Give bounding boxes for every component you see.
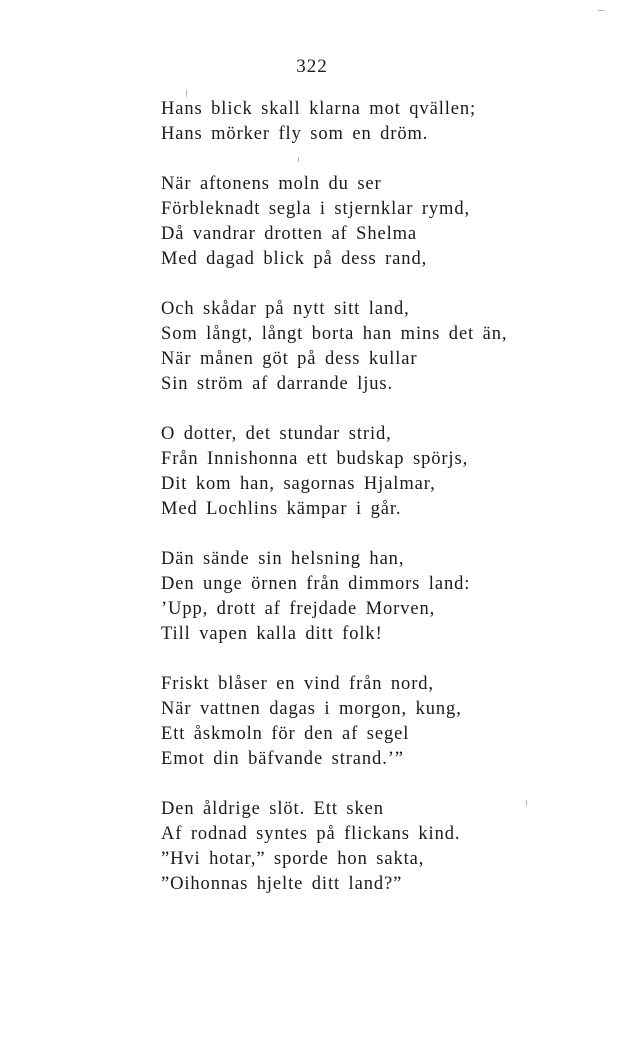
poem-line: Dit kom han, sagornas Hjalmar, bbox=[161, 474, 436, 494]
poem-line: O dotter, det stundar strid, bbox=[161, 424, 392, 444]
poem-line: Med Lochlins kämpar i går. bbox=[161, 499, 402, 519]
poem-line: Emot din bäfvande strand.’” bbox=[161, 749, 404, 769]
scan-speck bbox=[298, 157, 299, 162]
stanza-2 bbox=[161, 172, 611, 272]
stanza-3 bbox=[161, 297, 611, 397]
poem-line: När aftonens moln du ser bbox=[161, 174, 382, 194]
poem-line: Med dagad blick på dess rand, bbox=[161, 249, 428, 269]
poem-line: Den unge örnen från dimmors land: bbox=[161, 574, 471, 594]
scan-speck bbox=[186, 90, 187, 97]
poem-line: Friskt blåser en vind från nord, bbox=[161, 674, 434, 694]
poem-line: ’Upp, drott af frejdade Morven, bbox=[161, 599, 436, 619]
poem-line: När månen göt på dess kullar bbox=[161, 349, 418, 369]
poem-line: Som långt, långt borta han mins det än, bbox=[161, 324, 508, 344]
poem-line: Då vandrar drotten af Shelma bbox=[161, 224, 418, 244]
stanza-6 bbox=[161, 672, 611, 772]
poem-line: Ett åskmoln för den af segel bbox=[161, 724, 410, 744]
poem-line: Förbleknadt segla i stjernklar rymd, bbox=[161, 199, 470, 219]
poem-line: När vattnen dagas i morgon, kung, bbox=[161, 699, 462, 719]
poem-line: Den åldrige slöt. Ett sken bbox=[161, 799, 384, 819]
scan-speck bbox=[526, 800, 527, 806]
poem-line: Från Innishonna ett budskap spörjs, bbox=[161, 449, 469, 469]
page-number: 322 bbox=[296, 56, 328, 77]
stanza-5 bbox=[161, 547, 611, 647]
poem bbox=[161, 97, 611, 897]
stanza-1 bbox=[161, 97, 611, 147]
poem-line: Hans blick skall klarna mot qvällen; bbox=[161, 99, 477, 119]
poem-line: Sin ström af darrande ljus. bbox=[161, 374, 394, 394]
poem-line: Af rodnad syntes på flickans kind. bbox=[161, 824, 461, 844]
stanza-7 bbox=[161, 797, 611, 897]
poem-line: Och skådar på nytt sitt land, bbox=[161, 299, 410, 319]
stanza-4 bbox=[161, 422, 611, 522]
poem-line: Till vapen kalla ditt folk! bbox=[161, 624, 383, 644]
poem-line: Dän sände sin helsning han, bbox=[161, 549, 405, 569]
poem-line: ”Hvi hotar,” sporde hon sakta, bbox=[161, 849, 425, 869]
scan-speck bbox=[598, 10, 604, 11]
poem-line: ”Oihonnas hjelte ditt land?” bbox=[161, 874, 403, 894]
poem-line: Hans mörker fly som en dröm. bbox=[161, 124, 429, 144]
